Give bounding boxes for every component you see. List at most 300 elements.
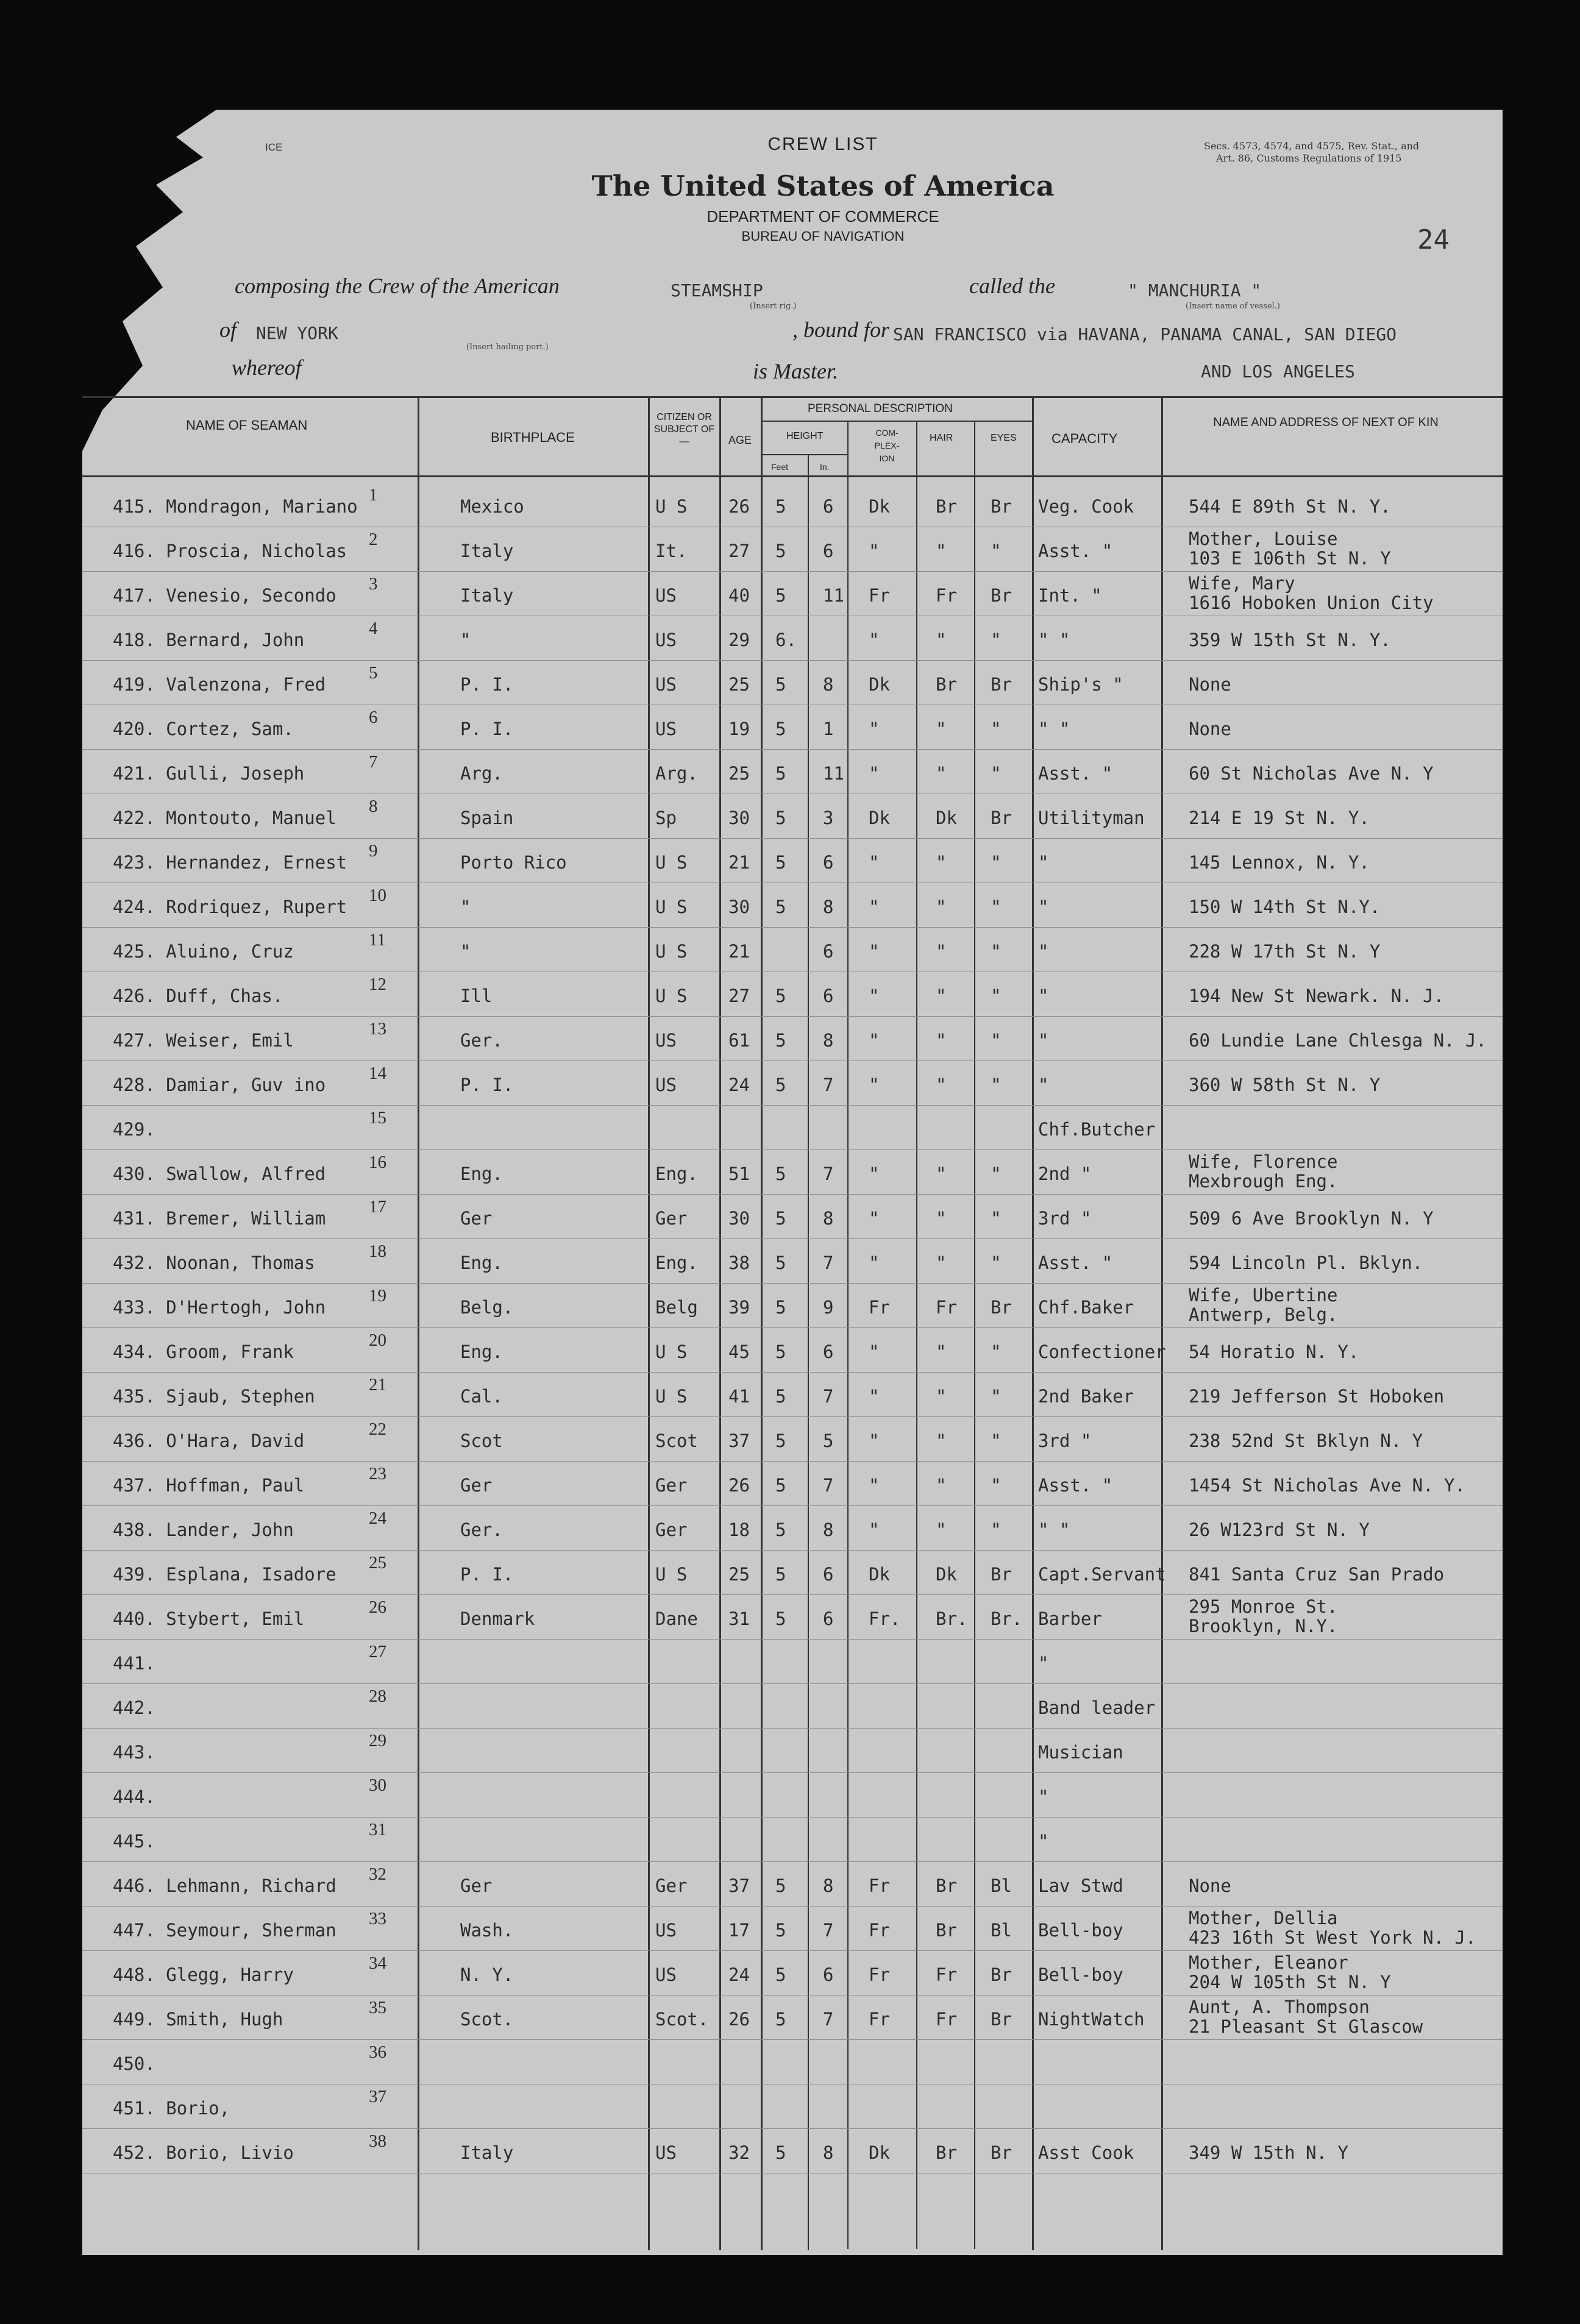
birthplace: Ger — [460, 1208, 493, 1229]
bureau: BUREAU OF NAVIGATION — [741, 229, 905, 244]
table-top-rule — [82, 396, 1503, 398]
age: 26 — [728, 1475, 750, 1496]
eyes: Br — [991, 1964, 1012, 1985]
age: 37 — [728, 1430, 750, 1451]
birthplace: Ger. — [460, 1519, 503, 1540]
height-inches: 6 — [823, 941, 834, 962]
torn-corner — [82, 110, 216, 451]
birthplace: Wash. — [460, 1920, 514, 1941]
hair: " — [936, 630, 947, 650]
row-number: 21 — [369, 1375, 386, 1395]
table-row — [82, 928, 1503, 972]
seaman-name: 430. Swallow, Alfred — [113, 1164, 326, 1184]
age: 31 — [728, 1608, 750, 1629]
citizenship: Scot — [655, 1430, 698, 1451]
seaman-name: 448. Glegg, Harry — [113, 1964, 294, 1985]
next-of-kin: 295 Monroe St. — [1189, 1596, 1338, 1617]
table-row — [82, 1595, 1503, 1640]
capacity: 3rd " — [1038, 1208, 1092, 1229]
next-of-kin: 509 6 Ave Brooklyn N. Y — [1189, 1208, 1434, 1229]
seaman-name: 425. Aluino, Cruz — [113, 941, 294, 962]
hailing-port: NEW YORK — [256, 323, 338, 343]
birthplace: N. Y. — [460, 1964, 514, 1985]
height-feet: 5 — [775, 1519, 786, 1540]
row-number: 26 — [369, 1597, 386, 1617]
row-number: 35 — [369, 1998, 386, 2017]
complexion: " — [869, 1164, 880, 1184]
eyes: Br — [991, 674, 1012, 695]
hair: " — [936, 852, 947, 873]
eyes: Br — [991, 1297, 1012, 1318]
col-head-height: HEIGHT — [786, 431, 824, 441]
capacity: " " — [1038, 630, 1070, 650]
row-number: 8 — [369, 797, 378, 816]
capacity: Asst. " — [1038, 1475, 1113, 1496]
row-number: 2 — [369, 530, 378, 549]
next-of-kin-address: 204 W 105th St N. Y — [1189, 1972, 1391, 1992]
height-feet: 5 — [775, 986, 786, 1006]
next-of-kin: 238 52nd St Bklyn N. Y — [1189, 1430, 1423, 1451]
complexion: Dk — [869, 674, 890, 695]
birthplace: " — [460, 941, 471, 962]
next-of-kin: Mother, Dellia — [1189, 1908, 1338, 1928]
table-row — [82, 1951, 1503, 1995]
next-of-kin: 26 W123rd St N. Y — [1189, 1519, 1370, 1540]
height-feet: 5 — [775, 541, 786, 561]
row-number: 24 — [369, 1508, 386, 1528]
department: DEPARTMENT OF COMMERCE — [706, 207, 939, 226]
seaman-name: 442. — [113, 1697, 155, 1718]
citizenship: US — [655, 674, 677, 695]
citizenship: Ger — [655, 1208, 688, 1229]
hair: " — [936, 1030, 947, 1051]
height-feet: 5 — [775, 1253, 786, 1273]
seaman-name: 447. Seymour, Sherman — [113, 1920, 336, 1941]
row-number: 38 — [369, 2131, 386, 2151]
row-number: 22 — [369, 1420, 386, 1439]
height-feet: 5 — [775, 1430, 786, 1451]
birthplace: Eng. — [460, 1341, 503, 1362]
seaman-name: 449. Smith, Hugh — [113, 2009, 283, 2030]
birthplace: Ill — [460, 986, 493, 1006]
height-inches: 9 — [823, 1297, 834, 1318]
height-inches: 11 — [823, 585, 844, 606]
next-of-kin-address: 103 E 106th St N. Y — [1189, 548, 1391, 569]
capacity: Asst. " — [1038, 541, 1113, 561]
age: 21 — [728, 852, 750, 873]
height-feet: 5 — [775, 897, 786, 917]
citizenship: U S — [655, 1341, 688, 1362]
height-inches: 5 — [823, 1430, 834, 1451]
height-inches: 11 — [823, 763, 844, 784]
height-feet: 5 — [775, 585, 786, 606]
citizenship: US — [655, 1920, 677, 1941]
citizenship: US — [655, 1964, 677, 1985]
height-inches: 8 — [823, 897, 834, 917]
birthplace: Belg. — [460, 1297, 514, 1318]
hair: " — [936, 763, 947, 784]
height-feet: 5 — [775, 2009, 786, 2030]
next-of-kin-address: Mexbrough Eng. — [1189, 1171, 1338, 1192]
seaman-name: 419. Valenzona, Fred — [113, 674, 326, 695]
next-of-kin-address: 423 16th St West York N. J. — [1189, 1927, 1476, 1948]
eyes: " — [991, 1475, 1002, 1496]
country-title: The United States of America — [591, 169, 1055, 202]
height-inches: 3 — [823, 808, 834, 828]
of-label: of — [219, 318, 237, 342]
table-row — [82, 883, 1503, 928]
citizenship: US — [655, 1075, 677, 1095]
birthplace: Porto Rico — [460, 852, 567, 873]
eyes: " — [991, 1075, 1002, 1095]
age: 19 — [728, 719, 750, 739]
next-of-kin: Wife, Ubertine — [1189, 1285, 1338, 1306]
complexion: Fr — [869, 1297, 890, 1318]
birthplace: " — [460, 630, 471, 650]
citizenship: U S — [655, 1564, 688, 1585]
next-of-kin: 841 Santa Cruz San Prado — [1189, 1564, 1445, 1585]
vessel-hint: (Insert name of vessel.) — [1186, 302, 1280, 311]
citizenship: US — [655, 1030, 677, 1051]
complexion: Fr — [869, 2009, 890, 2030]
age: 45 — [728, 1341, 750, 1362]
col-head-eyes: EYES — [991, 433, 1017, 443]
hair: " — [936, 1475, 947, 1496]
col-head-hair: HAIR — [930, 433, 953, 443]
height-feet: 5 — [775, 1386, 786, 1407]
row-number: 14 — [369, 1064, 386, 1083]
table-row — [82, 705, 1503, 750]
seaman-name: 427. Weiser, Emil — [113, 1030, 294, 1051]
height-inches: 8 — [823, 1208, 834, 1229]
hair: Br — [936, 1920, 957, 1941]
age: 38 — [728, 1253, 750, 1273]
eyes: " — [991, 1164, 1002, 1184]
capacity: " — [1038, 897, 1049, 917]
height-inches: 8 — [823, 1519, 834, 1540]
col-head-birthplace: BIRTHPLACE — [491, 430, 575, 445]
table-row — [82, 1195, 1503, 1239]
row-number: 18 — [369, 1242, 386, 1261]
row-number: 7 — [369, 752, 378, 772]
complexion: " — [869, 1475, 880, 1496]
row-number: 16 — [369, 1153, 386, 1172]
table-row — [82, 1640, 1503, 1684]
complexion: Fr — [869, 1875, 890, 1896]
birthplace: Italy — [460, 541, 514, 561]
hair: Br — [936, 496, 957, 517]
birthplace: P. I. — [460, 674, 514, 695]
row-number: 9 — [369, 841, 378, 861]
corner-fragment: ICE — [265, 141, 283, 153]
age: 26 — [728, 2009, 750, 2030]
table-row — [82, 2129, 1503, 2173]
table-row — [82, 1506, 1503, 1551]
citizenship: U S — [655, 496, 688, 517]
citizenship: U S — [655, 941, 688, 962]
birthplace: Scot. — [460, 2009, 514, 2030]
age: 25 — [728, 763, 750, 784]
crew-list-page — [82, 110, 1503, 2255]
hair: Dk — [936, 1564, 957, 1585]
next-of-kin: 359 W 15th St N. Y. — [1189, 630, 1391, 650]
hair: Br — [936, 1875, 957, 1896]
birthplace: " — [460, 897, 471, 917]
height-feet: 5 — [775, 1875, 786, 1896]
height-inches: 6 — [823, 1608, 834, 1629]
seaman-name: 415. Mondragon, Mariano — [113, 496, 358, 517]
seaman-name: 445. — [113, 1831, 155, 1852]
table-row — [82, 1551, 1503, 1595]
table-row — [82, 1017, 1503, 1061]
next-of-kin: 214 E 19 St N. Y. — [1189, 808, 1370, 828]
complexion: Dk — [869, 496, 890, 517]
height-feet: 5 — [775, 763, 786, 784]
age: 40 — [728, 585, 750, 606]
citizenship: Sp — [655, 808, 677, 828]
height-inches: 6 — [823, 852, 834, 873]
citizenship: It. — [655, 541, 688, 561]
row-number: 31 — [369, 1820, 386, 1839]
capacity: " — [1038, 941, 1049, 962]
capacity: Band leader — [1038, 1697, 1156, 1718]
height-feet: 5 — [775, 1920, 786, 1941]
table-row — [82, 1729, 1503, 1773]
height-feet: 5 — [775, 1030, 786, 1051]
height-inches: 6 — [823, 541, 834, 561]
destination-continued: AND LOS ANGELES — [1201, 361, 1355, 382]
row-number: 12 — [369, 975, 386, 994]
next-of-kin: Wife, Mary — [1189, 573, 1295, 594]
row-number: 36 — [369, 2042, 386, 2062]
seaman-name: 420. Cortez, Sam. — [113, 719, 294, 739]
height-feet: 5 — [775, 1564, 786, 1585]
complexion: " — [869, 1430, 880, 1451]
table-row — [82, 1417, 1503, 1462]
eyes: " — [991, 1030, 1002, 1051]
citizenship: Arg. — [655, 763, 698, 784]
statute-ref-1: Secs. 4573, 4574, and 4575, Rev. Stat., and — [1204, 140, 1420, 152]
table-row — [82, 1862, 1503, 1906]
height-feet: 5 — [775, 1341, 786, 1362]
capacity: " — [1038, 1653, 1049, 1674]
hair: " — [936, 1075, 947, 1095]
age: 26 — [728, 496, 750, 517]
table-row — [82, 1773, 1503, 1818]
capacity: Utilityman — [1038, 808, 1145, 828]
capacity: Asst. " — [1038, 1253, 1113, 1273]
birthplace: Eng. — [460, 1253, 503, 1273]
bound-label: , bound for — [792, 318, 890, 342]
age: 27 — [728, 986, 750, 1006]
eyes: Bl — [991, 1920, 1012, 1941]
vessel-name: " MANCHURIA " — [1128, 280, 1262, 300]
next-of-kin: 194 New St Newark. N. J. — [1189, 986, 1445, 1006]
birthplace: Eng. — [460, 1164, 503, 1184]
capacity: Ship's " — [1038, 674, 1123, 695]
height-feet: 5 — [775, 1297, 786, 1318]
complexion: " — [869, 897, 880, 917]
next-of-kin: 349 W 15th N. Y — [1189, 2142, 1348, 2163]
complexion: " — [869, 852, 880, 873]
capacity: Capt.Servant — [1038, 1564, 1166, 1585]
complexion: Fr — [869, 1964, 890, 1985]
seaman-name: 429. — [113, 1119, 155, 1140]
height-feet: 5 — [775, 719, 786, 739]
capacity: Chf.Butcher — [1038, 1119, 1156, 1140]
complexion: " — [869, 1253, 880, 1273]
complexion: " — [869, 1341, 880, 1362]
complexion: " — [869, 941, 880, 962]
next-of-kin: 544 E 89th St N. Y. — [1189, 496, 1391, 517]
height-inches: 6 — [823, 1341, 834, 1362]
seaman-name: 436. O'Hara, David — [113, 1430, 305, 1451]
complexion: " — [869, 1519, 880, 1540]
complexion: Dk — [869, 808, 890, 828]
table-row — [82, 1818, 1503, 1862]
port-hint: (Insert hailing port.) — [466, 343, 549, 352]
seaman-name: 435. Sjaub, Stephen — [113, 1386, 315, 1407]
age: 27 — [728, 541, 750, 561]
seaman-name: 438. Lander, John — [113, 1519, 294, 1540]
eyes: Br. — [991, 1608, 1023, 1629]
capacity: Bell-boy — [1038, 1920, 1123, 1941]
next-of-kin: 60 Lundie Lane Chlesga N. J. — [1189, 1030, 1487, 1051]
height-feet: 5 — [775, 1075, 786, 1095]
seaman-name: 450. — [113, 2053, 155, 2074]
row-number: 29 — [369, 1731, 386, 1750]
row-number: 11 — [369, 930, 386, 950]
citizenship: Dane — [655, 1608, 698, 1629]
complexion: " — [869, 1030, 880, 1051]
birthplace: Cal. — [460, 1386, 503, 1407]
height-feet: 5 — [775, 1475, 786, 1496]
capacity: 2nd " — [1038, 1164, 1092, 1184]
hair: Fr — [936, 1964, 957, 1985]
composing-label: composing the Crew of the American — [235, 274, 560, 298]
seaman-name: 434. Groom, Frank — [113, 1341, 294, 1362]
capacity: " — [1038, 852, 1049, 873]
page-number: 24 — [1417, 224, 1450, 255]
birthplace: P. I. — [460, 719, 514, 739]
table-row — [82, 1150, 1503, 1195]
complexion: " — [869, 630, 880, 650]
birthplace: Mexico — [460, 496, 524, 517]
age: 39 — [728, 1297, 750, 1318]
citizenship: U S — [655, 986, 688, 1006]
seaman-name: 416. Proscia, Nicholas — [113, 541, 347, 561]
height-inches: 8 — [823, 2142, 834, 2163]
birthplace: Italy — [460, 585, 514, 606]
table-row — [82, 1373, 1503, 1417]
seaman-name: 417. Venesio, Secondo — [113, 585, 336, 606]
seaman-name: 431. Bremer, William — [113, 1208, 326, 1229]
next-of-kin: 150 W 14th St N.Y. — [1189, 897, 1381, 917]
capacity: Barber — [1038, 1608, 1102, 1629]
seaman-name: 443. — [113, 1742, 155, 1763]
capacity: NightWatch — [1038, 2009, 1145, 2030]
citizenship: US — [655, 630, 677, 650]
capacity: Asst. " — [1038, 763, 1113, 784]
birthplace: P. I. — [460, 1075, 514, 1095]
birthplace: Spain — [460, 808, 514, 828]
capacity: " — [1038, 986, 1049, 1006]
hair: Br — [936, 674, 957, 695]
capacity: 2nd Baker — [1038, 1386, 1134, 1407]
table-row — [82, 1995, 1503, 2040]
seaman-name: 452. Borio, Livio — [113, 2142, 294, 2163]
birthplace: Arg. — [460, 763, 503, 784]
height-feet: 6. — [775, 630, 797, 650]
master-label: is Master. — [753, 359, 839, 383]
col-head-citizen: CITIZEN OR SUBJECT OF— — [653, 412, 715, 447]
eyes: " — [991, 986, 1002, 1006]
next-of-kin: 360 W 58th St N. Y — [1189, 1075, 1381, 1095]
eyes: Br — [991, 1564, 1012, 1585]
height-feet: 5 — [775, 2142, 786, 2163]
height-inches: 7 — [823, 2009, 834, 2030]
seaman-name: 444. — [113, 1786, 155, 1807]
seaman-name: 439. Esplana, Isadore — [113, 1564, 336, 1585]
complexion: " — [869, 763, 880, 784]
table-row — [82, 1684, 1503, 1729]
next-of-kin: 219 Jefferson St Hoboken — [1189, 1386, 1445, 1407]
age: 61 — [728, 1030, 750, 1051]
table-row — [82, 572, 1503, 616]
height-inches: 7 — [823, 1920, 834, 1941]
capacity: 3rd " — [1038, 1430, 1092, 1451]
table-row — [82, 527, 1503, 572]
complexion: " — [869, 541, 880, 561]
col-head-personal: PERSONAL DESCRIPTION — [808, 402, 953, 415]
seaman-name: 433. D'Hertogh, John — [113, 1297, 326, 1318]
hair: " — [936, 941, 947, 962]
row-number: 23 — [369, 1464, 386, 1484]
height-feet: 5 — [775, 1164, 786, 1184]
table-row — [82, 661, 1503, 705]
age: 29 — [728, 630, 750, 650]
age: 24 — [728, 1075, 750, 1095]
next-of-kin: 228 W 17th St N. Y — [1189, 941, 1381, 962]
complexion: " — [869, 1075, 880, 1095]
row-number: 33 — [369, 1909, 386, 1928]
next-of-kin: None — [1189, 1875, 1231, 1896]
eyes: Br — [991, 808, 1012, 828]
height-inches: 1 — [823, 719, 834, 739]
row-number: 28 — [369, 1686, 386, 1706]
destination: SAN FRANCISCO via HAVANA, PANAMA CANAL, SAN DIEGO — [893, 324, 1397, 344]
hair: " — [936, 986, 947, 1006]
complexion: " — [869, 986, 880, 1006]
next-of-kin: None — [1189, 719, 1231, 739]
row-number: 10 — [369, 886, 386, 905]
capacity: " — [1038, 1831, 1049, 1852]
table-row — [82, 1284, 1503, 1328]
seaman-name: 424. Rodriquez, Rupert — [113, 897, 347, 917]
row-number: 13 — [369, 1019, 386, 1039]
complexion: " — [869, 1386, 880, 1407]
citizenship: US — [655, 2142, 677, 2163]
age: 30 — [728, 1208, 750, 1229]
seaman-name: 446. Lehmann, Richard — [113, 1875, 336, 1896]
header-bottom-rule — [82, 475, 1503, 477]
height-inches: 6 — [823, 1964, 834, 1985]
capacity: " — [1038, 1786, 1049, 1807]
hair: " — [936, 1430, 947, 1451]
height-inches: 7 — [823, 1075, 834, 1095]
complexion: " — [869, 719, 880, 739]
eyes: " — [991, 541, 1002, 561]
